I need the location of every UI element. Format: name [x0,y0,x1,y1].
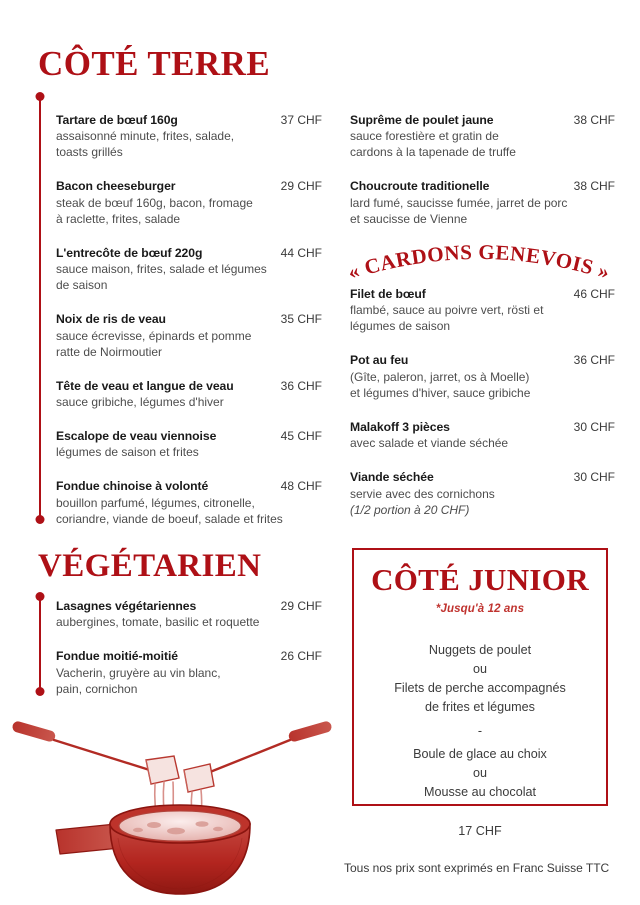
menu-item-header [56,478,322,494]
menu-item-name: Tartare de bœuf 160g [56,113,178,127]
menu-item-description: sauce forestière et gratin de cardons à la tapenade de truffe [350,129,516,160]
vegetarien-items-column [56,598,322,698]
menu-item-price: 30 CHF [573,419,615,434]
menu-item [56,378,322,411]
menu-item [56,311,322,360]
menu-item [56,428,322,461]
menu-item-price: 38 CHF [573,113,615,127]
rule-dot-top [36,592,45,601]
menu-item [56,112,322,161]
menu-item-name: Fondue moitié-moitié [56,649,179,664]
decorative-rule-cote-terre [39,96,41,520]
menu-item-name: Lasagnes végétariennes [56,599,197,613]
decorative-rule-vegetarien [39,596,41,692]
menu-item-header [56,245,322,261]
menu-item-header [350,352,615,368]
menu-item-header [350,178,615,194]
menu-item-description: sauce gribiche, légumes d'hiver [56,394,224,409]
menu-item-name: Choucroute traditionelle [350,179,490,194]
menu-item [56,478,322,527]
menu-item-name: Filet de bœuf [350,287,426,301]
menu-item-name: Bacon cheeseburger [56,179,176,194]
menu-item-description: steak de bœuf 160g, bacon, fromage à raclette, frites, salade [56,195,253,226]
cardons-genevois-items-column [350,286,615,519]
menu-item-header [350,419,615,435]
menu-item-header [56,428,322,444]
menu-item [350,419,615,452]
menu-item-price: 46 CHF [573,287,615,301]
menu-item-portion-note: (1/2 portion à 20 CHF) [350,502,470,517]
menu-item-header [56,378,322,394]
menu-item-price: 37 CHF [280,113,322,127]
menu-item-header [56,178,322,194]
cheese-fondue-illustration [4,698,340,898]
menu-item-description: (Gîte, paleron, jarret, os à Moelle) et légumes d'hiver, sauce gribiche [350,369,531,400]
rule-dot-bottom [36,687,45,696]
cote-junior-price: 17 CHF [458,824,502,839]
menu-item [350,469,615,518]
menu-item-name: Viande séchée [350,470,434,485]
cote-terre-right-column [350,112,615,228]
menu-item-description: Vacherin, gruyère au vin blanc, pain, cornichon [56,665,221,696]
menu-item-price: 26 CHF [280,649,322,664]
menu-item-name: L'entrecôte de bœuf 220g [56,245,203,260]
menu-item-price: 45 CHF [280,428,322,443]
menu-item-name: Escalope de veau viennoise [56,428,217,443]
menu-item-header [350,112,615,128]
cote-terre-left-column [56,112,322,528]
menu-item-description: assaisonné minute, frites, salade, toasts grillés [56,129,235,160]
menu-item [56,648,322,697]
menu-item-name: Pot au feu [350,353,409,368]
fondue-bread-cube-right [184,764,214,792]
cote-junior-main-course: Nuggets de poulet ou Filets de perche accompagnés de frites et légumes [394,643,566,715]
menu-item-name: Noix de ris de veau [56,312,166,327]
menu-item-price: 30 CHF [573,470,615,485]
menu-item [350,112,615,161]
cote-junior-title: CÔTÉ JUNIOR [371,562,589,597]
menu-item-price: 35 CHF [280,312,322,327]
menu-item-description: aubergines, tomate, basilic et roquette [56,615,260,630]
menu-item-header [350,469,615,485]
menu-item-price: 36 CHF [573,353,615,368]
menu-item-price: 36 CHF [280,378,322,393]
cardons-genevois-arc-text: « CARDONS GENEVOIS » [345,239,613,285]
menu-item-description: lard fumé, saucisse fumée, jarret de porc et saucisse de Vienne [350,195,568,226]
cote-junior-box [352,548,608,839]
menu-item-price: 29 CHF [280,179,322,194]
menu-item-header [350,286,615,302]
menu-item-name: Tête de veau et langue de veau [56,378,234,393]
section-title-cardons-genevois [345,239,613,285]
menu-item-description: légumes de saison et frites [56,445,199,460]
fondue-bread-cube-left [146,756,179,784]
menu-item [350,178,615,227]
section-title-vegetarien: VÉGÉTARIEN [38,548,262,584]
menu-item-description: flambé, sauce au poivre vert, rösti et légumes de saison [350,303,544,334]
menu-item-description: avec salade et viande séchée [350,436,509,451]
cote-junior-dessert: Boule de glace au choix ou Mousse au chocolat [413,746,547,799]
cote-junior-separator: - [477,723,483,738]
menu-item-header [56,648,322,664]
menu-item-name: Fondue chinoise à volonté [56,479,209,494]
rule-dot-bottom [36,515,45,524]
price-currency-note: Tous nos prix sont exprimés en Franc Suisse TTC [344,861,610,875]
menu-item-header [56,311,322,327]
cote-junior-subtitle: *Jusqu'à 12 ans [435,603,525,615]
menu-item-price: 44 CHF [280,245,322,260]
section-title-cote-terre: CÔTÉ TERRE [38,44,271,83]
menu-item-header [56,112,322,128]
menu-item-header [56,598,322,614]
menu-item-price: 38 CHF [573,179,615,194]
menu-item-description: bouillon parfumé, légumes, citronelle, coriandre, viande de boeuf, salade et frites [56,495,283,526]
menu-item [350,352,615,401]
menu-item-description: sauce écrevisse, épinards et pomme ratte de Noirmoutier [56,328,252,359]
menu-item-price: 48 CHF [280,479,322,494]
fondue-caquelon-pot [110,805,250,894]
menu-item [350,286,615,335]
menu-item-name: Malakoff 3 pièces [350,419,450,434]
rule-dot-top [36,92,45,101]
fondue-fork-right [200,720,333,776]
menu-item-description: servie avec des cornichons (1/2 portion à 20 CHF) [350,486,495,517]
menu-item-description: sauce maison, frites, salade et légumes de saison [56,262,267,293]
fondue-fork-left [11,720,156,772]
menu-item-price: 29 CHF [280,599,322,613]
menu-item [56,598,322,631]
menu-item [56,178,322,227]
menu-item-name: Suprême de poulet jaune [350,113,494,127]
menu-item [56,245,322,294]
